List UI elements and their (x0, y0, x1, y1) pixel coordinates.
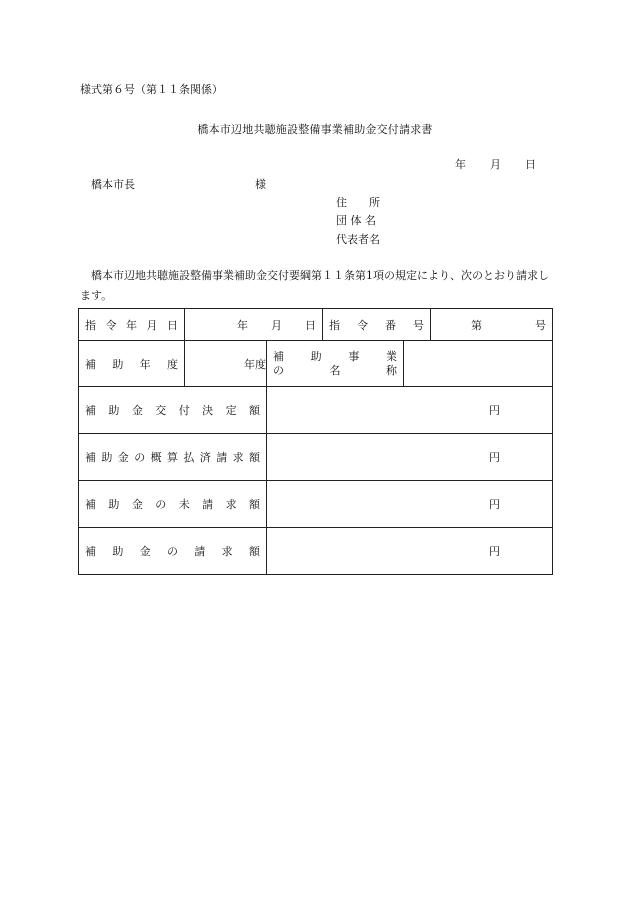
order-number-suffix: 号 (535, 318, 546, 332)
order-date-label: 指令年月日 (85, 318, 178, 332)
addressee: 橋本市長 (91, 178, 135, 191)
org-name-label: 団 体 名 (336, 214, 376, 227)
order-number-prefix: 第 (471, 318, 482, 332)
order-row (79, 309, 553, 341)
amount-value-cell[interactable] (267, 528, 553, 575)
amount-label-cell (79, 387, 267, 434)
address-label: 住 所 (336, 196, 380, 209)
fiscal-year-unit: 年度 (244, 357, 266, 371)
date-year: 年 (455, 158, 466, 171)
amount-row (79, 528, 553, 575)
yen-unit: 円 (489, 545, 500, 558)
fiscal-year-value-cell[interactable] (185, 341, 267, 387)
yen-unit: 円 (489, 404, 500, 417)
addressee-honorific: 様 (255, 178, 266, 191)
date-day: 日 (525, 158, 536, 171)
amount-row (79, 434, 553, 481)
request-table (78, 308, 553, 575)
amount-row (79, 387, 553, 434)
advance-paid-amount-label: 補助金の概算払済請求額 (85, 451, 260, 464)
grant-decision-amount-label: 補助金交付決定額 (85, 404, 260, 417)
project-name-label-line2: の名称 (273, 363, 397, 377)
order-number-label-cell (323, 309, 431, 341)
form-number: 様式第６号（第１１条関係） (80, 83, 223, 96)
order-date-day: 日 (305, 318, 316, 332)
project-name-label-line1: 補助事業 (273, 349, 397, 363)
fiscal-year-label: 補助年度 (85, 357, 178, 371)
amount-value-cell[interactable] (267, 481, 553, 528)
order-number-label: 指令番号 (329, 318, 424, 332)
fiscal-year-row (79, 341, 553, 387)
claim-amount-label: 補助金の請求額 (85, 545, 260, 558)
order-number-value-cell[interactable] (431, 309, 553, 341)
amount-row (79, 481, 553, 528)
amount-label-cell (79, 481, 267, 528)
unclaimed-amount-label: 補助金の未請求額 (85, 498, 260, 511)
yen-unit: 円 (489, 498, 500, 511)
body-text: 橋本市辺地共聴施設整備事業補助金交付要綱第１１条第1項の規定により、次のとおり請求します。 (80, 269, 549, 302)
order-date-label-cell (79, 309, 185, 341)
date-month: 月 (490, 158, 501, 171)
order-date-month: 月 (271, 318, 282, 332)
document-title: 橋本市辺地共聴施設整備事業補助金交付請求書 (197, 123, 433, 136)
project-name-value-cell[interactable] (404, 341, 553, 387)
amount-value-cell[interactable] (267, 434, 553, 481)
amount-value-cell[interactable] (267, 387, 553, 434)
order-date-year: 年 (237, 318, 248, 332)
order-date-value-cell[interactable] (185, 309, 323, 341)
amount-label-cell (79, 434, 267, 481)
project-name-label-cell (267, 341, 404, 387)
fiscal-year-label-cell (79, 341, 185, 387)
representative-label: 代表者名 (336, 233, 380, 246)
amount-label-cell (79, 528, 267, 575)
yen-unit: 円 (489, 451, 500, 464)
